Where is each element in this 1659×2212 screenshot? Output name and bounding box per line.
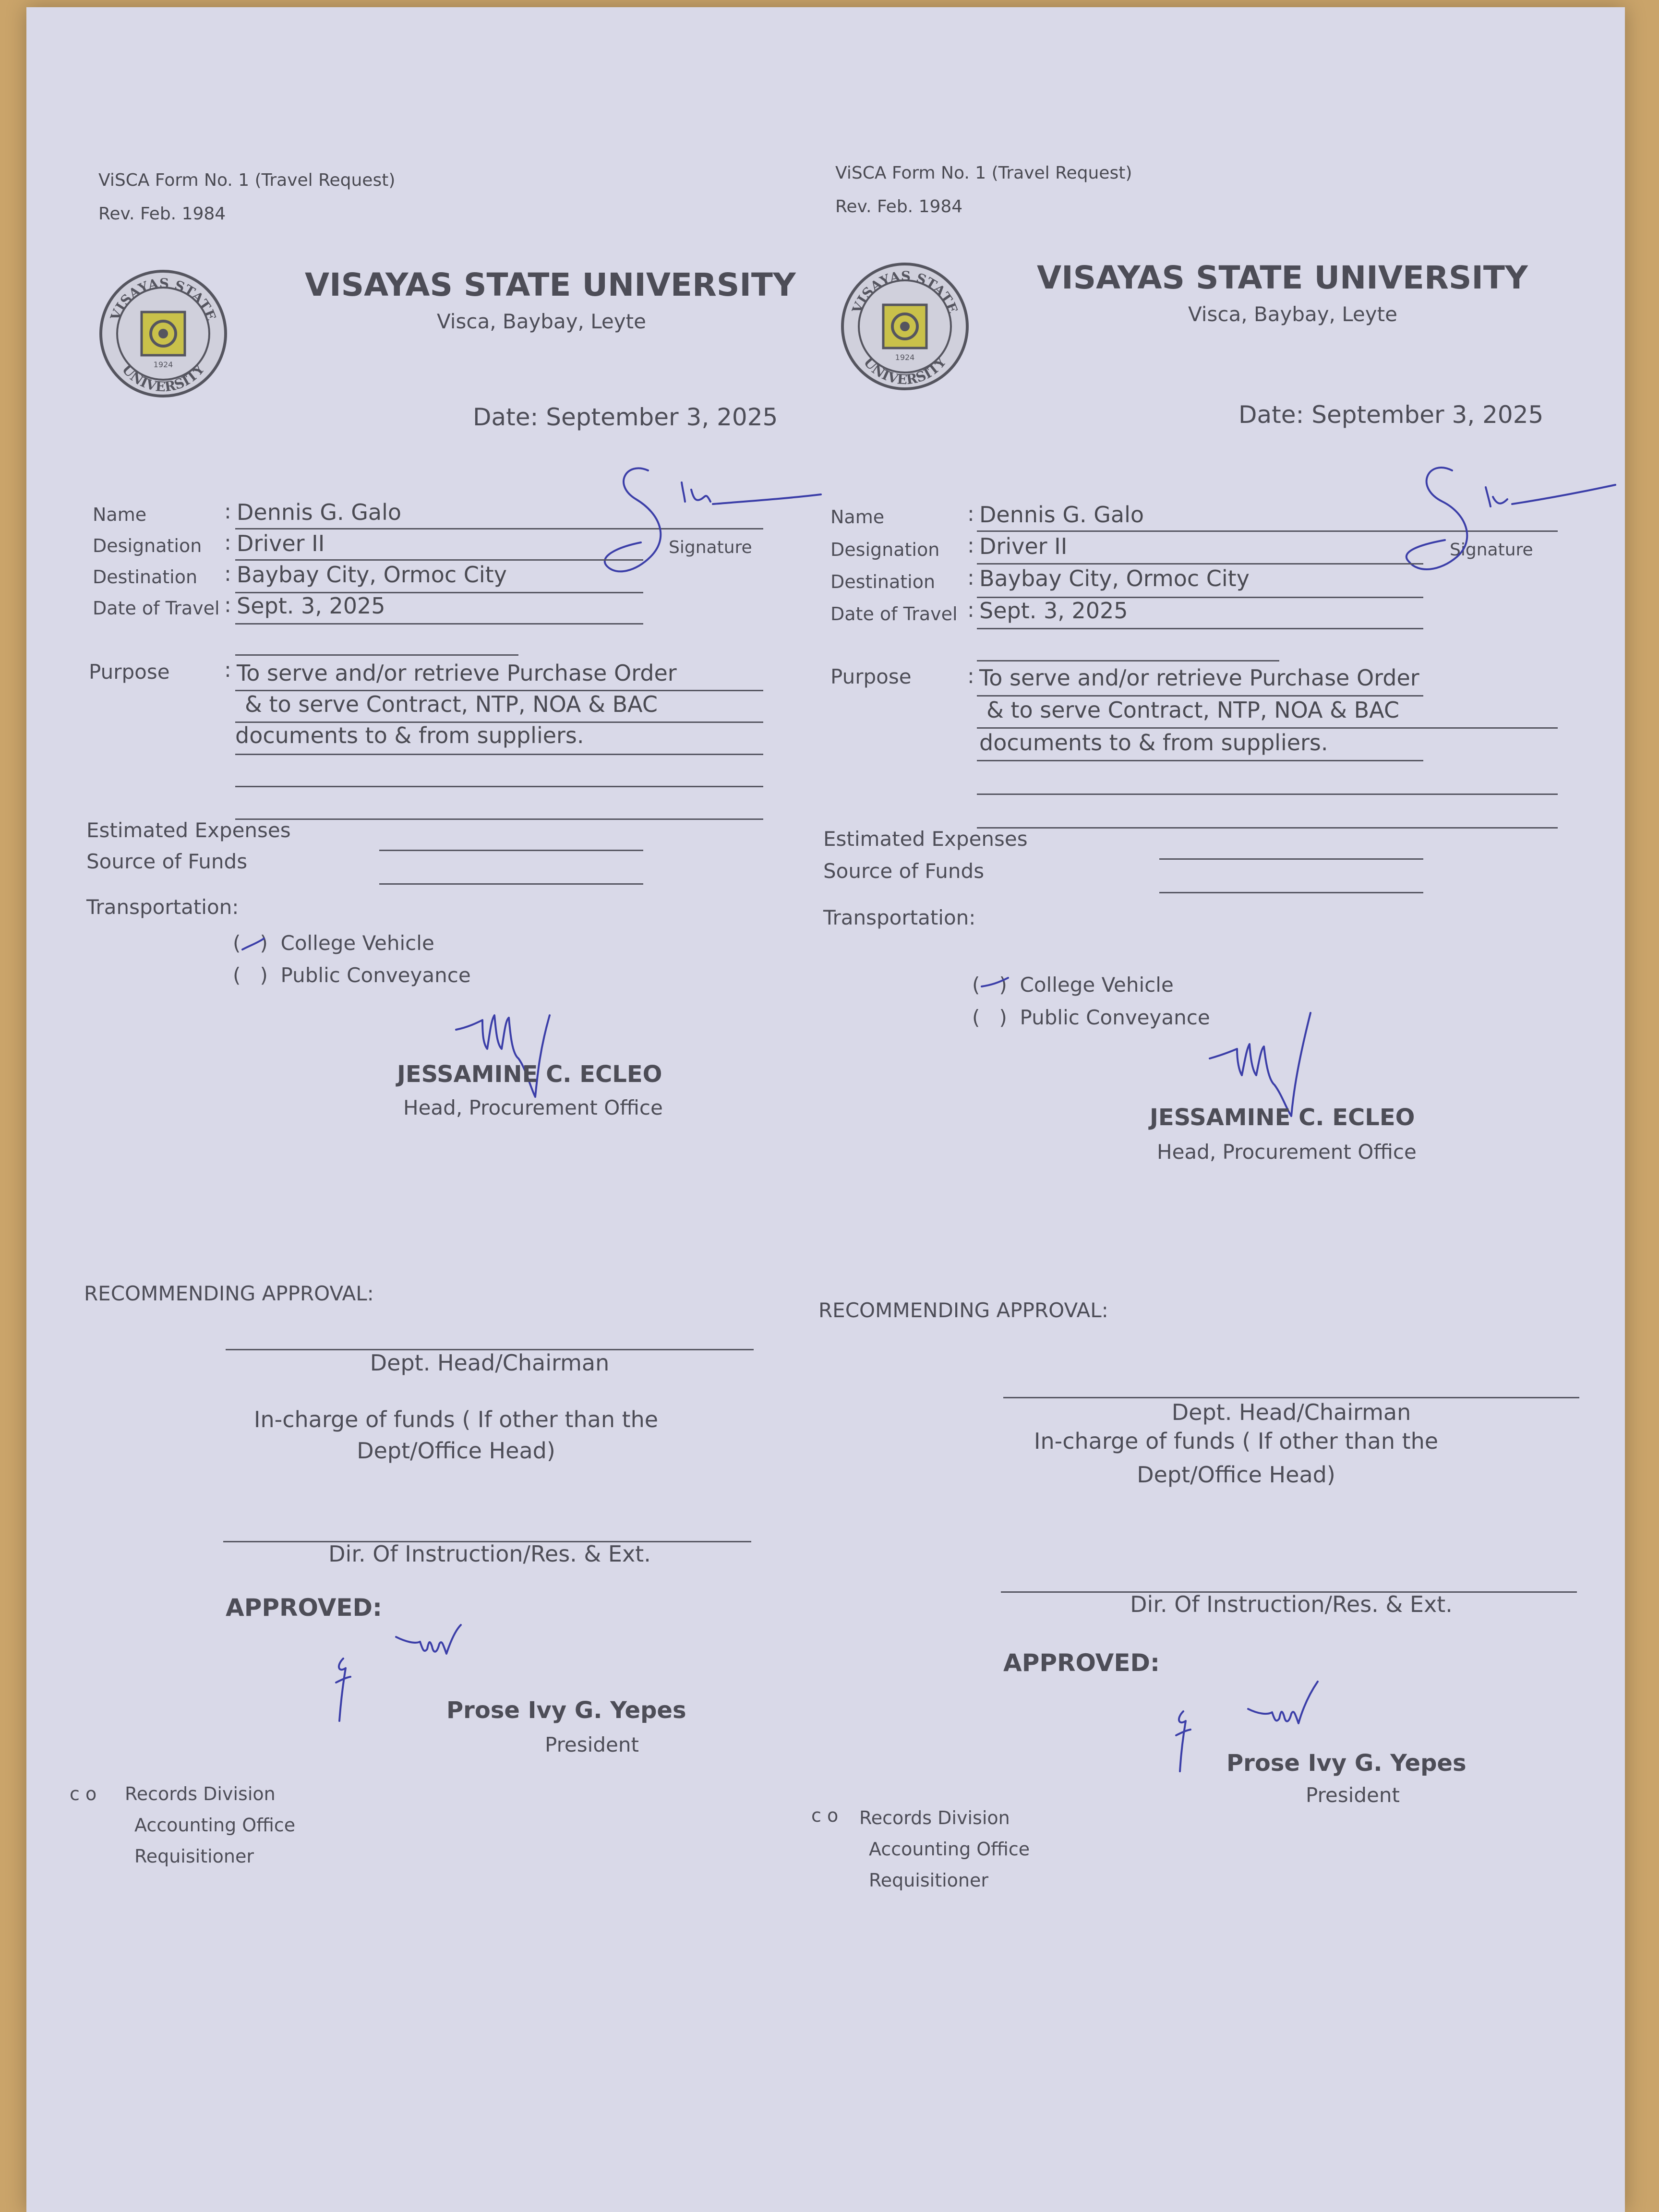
form-number: ViSCA Form No. 1 (Travel Request) bbox=[98, 170, 396, 190]
cc-accounting-office: Accounting Office bbox=[134, 1815, 296, 1836]
date-of-travel-underline bbox=[235, 623, 643, 625]
cc-accounting-office: Accounting Office bbox=[869, 1839, 1030, 1860]
public-conveyance-checkbox: ( ) Public Conveyance bbox=[972, 1006, 1210, 1029]
designation-value: Driver II bbox=[237, 530, 325, 556]
colon: : bbox=[224, 562, 231, 586]
director-label: Dir. Of Instruction/Res. & Ext. bbox=[328, 1541, 651, 1567]
blank-underline bbox=[235, 654, 518, 656]
university-name: VISAYAS STATE UNIVERSITY bbox=[1037, 259, 1528, 296]
approved-label: APPROVED: bbox=[1003, 1649, 1160, 1677]
colon: : bbox=[224, 530, 231, 555]
university-name: VISAYAS STATE UNIVERSITY bbox=[305, 266, 796, 303]
procurement-head-name: JESSAMINE C. ECLEO bbox=[397, 1061, 662, 1088]
procurement-head-name: JESSAMINE C. ECLEO bbox=[1150, 1104, 1415, 1131]
purpose-underline bbox=[977, 827, 1558, 829]
source-of-funds-underline bbox=[379, 883, 643, 885]
request-date: Date: September 3, 2025 bbox=[1238, 401, 1544, 429]
purpose-underline bbox=[235, 754, 763, 755]
signature-label: Signature bbox=[669, 538, 752, 557]
source-of-funds-label: Source of Funds bbox=[823, 859, 985, 883]
university-seal-icon bbox=[840, 262, 970, 391]
seal-top-text: VISAYAS STATE bbox=[849, 268, 961, 316]
cc-requisitioner: Requisitioner bbox=[869, 1870, 988, 1891]
designation-label: Designation bbox=[93, 535, 202, 556]
estimated-expenses-label: Estimated Expenses bbox=[823, 827, 1028, 851]
date-of-travel-label: Date of Travel bbox=[93, 598, 220, 619]
name-value: Dennis G. Galo bbox=[237, 499, 402, 525]
seal-year: 1924 bbox=[153, 360, 173, 369]
procurement-head-title: Head, Procurement Office bbox=[1157, 1140, 1417, 1164]
date-of-travel-underline bbox=[977, 628, 1423, 629]
college-vehicle-checkbox: ( ) College Vehicle bbox=[233, 931, 434, 955]
blank-underline bbox=[977, 660, 1279, 661]
checkmark-icon bbox=[240, 931, 269, 955]
head-signature bbox=[454, 1001, 578, 1106]
travel-request-form-left bbox=[70, 7, 833, 2071]
seal-bottom-text: UNIVERSITY bbox=[860, 354, 950, 388]
date-of-travel-value: Sept. 3, 2025 bbox=[979, 598, 1128, 624]
name-label: Name bbox=[93, 504, 147, 525]
purpose-underline bbox=[977, 695, 1423, 697]
dept-head-label: Dept. Head/Chairman bbox=[1171, 1399, 1411, 1425]
incharge-funds-line-1: In-charge of funds ( If other than the bbox=[253, 1407, 659, 1432]
director-label: Dir. Of Instruction/Res. & Ext. bbox=[1130, 1591, 1453, 1617]
request-date: Date: September 3, 2025 bbox=[473, 403, 778, 431]
destination-value: Baybay City, Ormoc City bbox=[237, 562, 507, 588]
form-revision: Rev. Feb. 1984 bbox=[98, 204, 226, 224]
cc-records-division: Records Division bbox=[859, 1807, 1010, 1828]
name-value: Dennis G. Galo bbox=[979, 502, 1144, 528]
cc-records-division: Records Division bbox=[125, 1783, 276, 1804]
college-vehicle-label: College Vehicle bbox=[280, 931, 434, 955]
public-conveyance-label: Public Conveyance bbox=[1020, 1006, 1210, 1029]
purpose-underline bbox=[235, 786, 763, 787]
incharge-funds-line-2: Dept/Office Head) bbox=[357, 1438, 555, 1464]
destination-label: Destination bbox=[830, 571, 936, 592]
recommending-approval-label: RECOMMENDING APPROVAL: bbox=[84, 1282, 374, 1305]
colon: : bbox=[224, 593, 231, 617]
purpose-underline bbox=[977, 793, 1558, 795]
designation-label: Designation bbox=[830, 539, 940, 560]
purpose-line-1: To serve and/or retrieve Purchase Order bbox=[979, 665, 1419, 691]
seal-top-text: VISAYAS STATE bbox=[107, 275, 219, 323]
dept-head-label: Dept. Head/Chairman bbox=[370, 1350, 610, 1376]
transportation-label: Transportation: bbox=[823, 906, 976, 929]
recommending-approval-label: RECOMMENDING APPROVAL: bbox=[818, 1298, 1108, 1322]
colon: : bbox=[967, 533, 974, 558]
requester-signature bbox=[598, 456, 838, 590]
university-address: Visca, Baybay, Leyte bbox=[437, 310, 646, 333]
checkmark-icon bbox=[979, 973, 1013, 992]
seal-year: 1924 bbox=[895, 353, 915, 362]
procurement-head-title: Head, Procurement Office bbox=[403, 1096, 663, 1119]
public-conveyance-label: Public Conveyance bbox=[280, 963, 471, 987]
purpose-underline bbox=[977, 760, 1423, 761]
estimated-expenses-underline bbox=[379, 850, 643, 851]
purpose-line-3: documents to & from suppliers. bbox=[235, 722, 584, 748]
source-of-funds-label: Source of Funds bbox=[86, 850, 248, 873]
name-label: Name bbox=[830, 506, 885, 528]
form-revision: Rev. Feb. 1984 bbox=[835, 197, 963, 216]
designation-underline bbox=[235, 559, 643, 561]
dept-head-signature-line bbox=[1003, 1397, 1579, 1398]
public-conveyance-checkbox: ( ) Public Conveyance bbox=[233, 963, 471, 987]
incharge-funds-line-2: Dept/Office Head) bbox=[1137, 1462, 1335, 1488]
purpose-line-3: documents to & from suppliers. bbox=[979, 730, 1328, 756]
president-name: Prose Ivy G. Yepes bbox=[1226, 1750, 1467, 1777]
destination-label: Destination bbox=[93, 566, 198, 588]
date-of-travel-value: Sept. 3, 2025 bbox=[237, 593, 385, 619]
travel-request-form-right bbox=[811, 7, 1567, 2071]
incharge-funds-line-1: In-charge of funds ( If other than the bbox=[1034, 1428, 1439, 1454]
purpose-line-2: & to serve Contract, NTP, NOA & BAC bbox=[245, 691, 658, 717]
purpose-label: Purpose bbox=[89, 660, 170, 684]
source-of-funds-underline bbox=[1159, 892, 1423, 893]
colon: : bbox=[967, 664, 974, 688]
colon: : bbox=[967, 565, 974, 590]
colon: : bbox=[224, 499, 231, 524]
college-vehicle-label: College Vehicle bbox=[1020, 973, 1174, 997]
cc-label: c o bbox=[70, 1783, 97, 1804]
cc-label: c o bbox=[811, 1805, 839, 1826]
president-name: Prose Ivy G. Yepes bbox=[446, 1697, 686, 1724]
transportation-label: Transportation: bbox=[86, 895, 239, 919]
purpose-underline bbox=[235, 818, 763, 820]
purpose-line-1: To serve and/or retrieve Purchase Order bbox=[237, 660, 677, 686]
signature-label: Signature bbox=[1450, 540, 1533, 560]
purpose-line-2: & to serve Contract, NTP, NOA & BAC bbox=[986, 697, 1399, 723]
paper-sheet bbox=[26, 7, 1625, 2212]
destination-value: Baybay City, Ormoc City bbox=[979, 565, 1250, 591]
purpose-underline bbox=[977, 727, 1558, 729]
president-title: President bbox=[1306, 1783, 1400, 1807]
cc-requisitioner: Requisitioner bbox=[134, 1846, 254, 1867]
colon: : bbox=[967, 598, 974, 622]
estimated-expenses-underline bbox=[1159, 858, 1423, 860]
designation-value: Driver II bbox=[979, 533, 1068, 559]
president-title: President bbox=[545, 1733, 639, 1756]
designation-underline bbox=[977, 563, 1423, 565]
estimated-expenses-label: Estimated Expenses bbox=[86, 818, 291, 842]
colon: : bbox=[967, 502, 974, 526]
colon: : bbox=[224, 658, 231, 682]
college-vehicle-checkbox: ( ) College Vehicle bbox=[972, 973, 1174, 997]
university-seal-icon bbox=[98, 269, 228, 398]
purpose-label: Purpose bbox=[830, 665, 912, 688]
approved-label: APPROVED: bbox=[226, 1594, 383, 1622]
form-number: ViSCA Form No. 1 (Travel Request) bbox=[835, 163, 1132, 183]
university-address: Visca, Baybay, Leyte bbox=[1188, 302, 1397, 326]
date-of-travel-label: Date of Travel bbox=[830, 603, 958, 625]
seal-bottom-text: UNIVERSITY bbox=[119, 361, 208, 395]
requester-signature bbox=[1399, 458, 1620, 593]
